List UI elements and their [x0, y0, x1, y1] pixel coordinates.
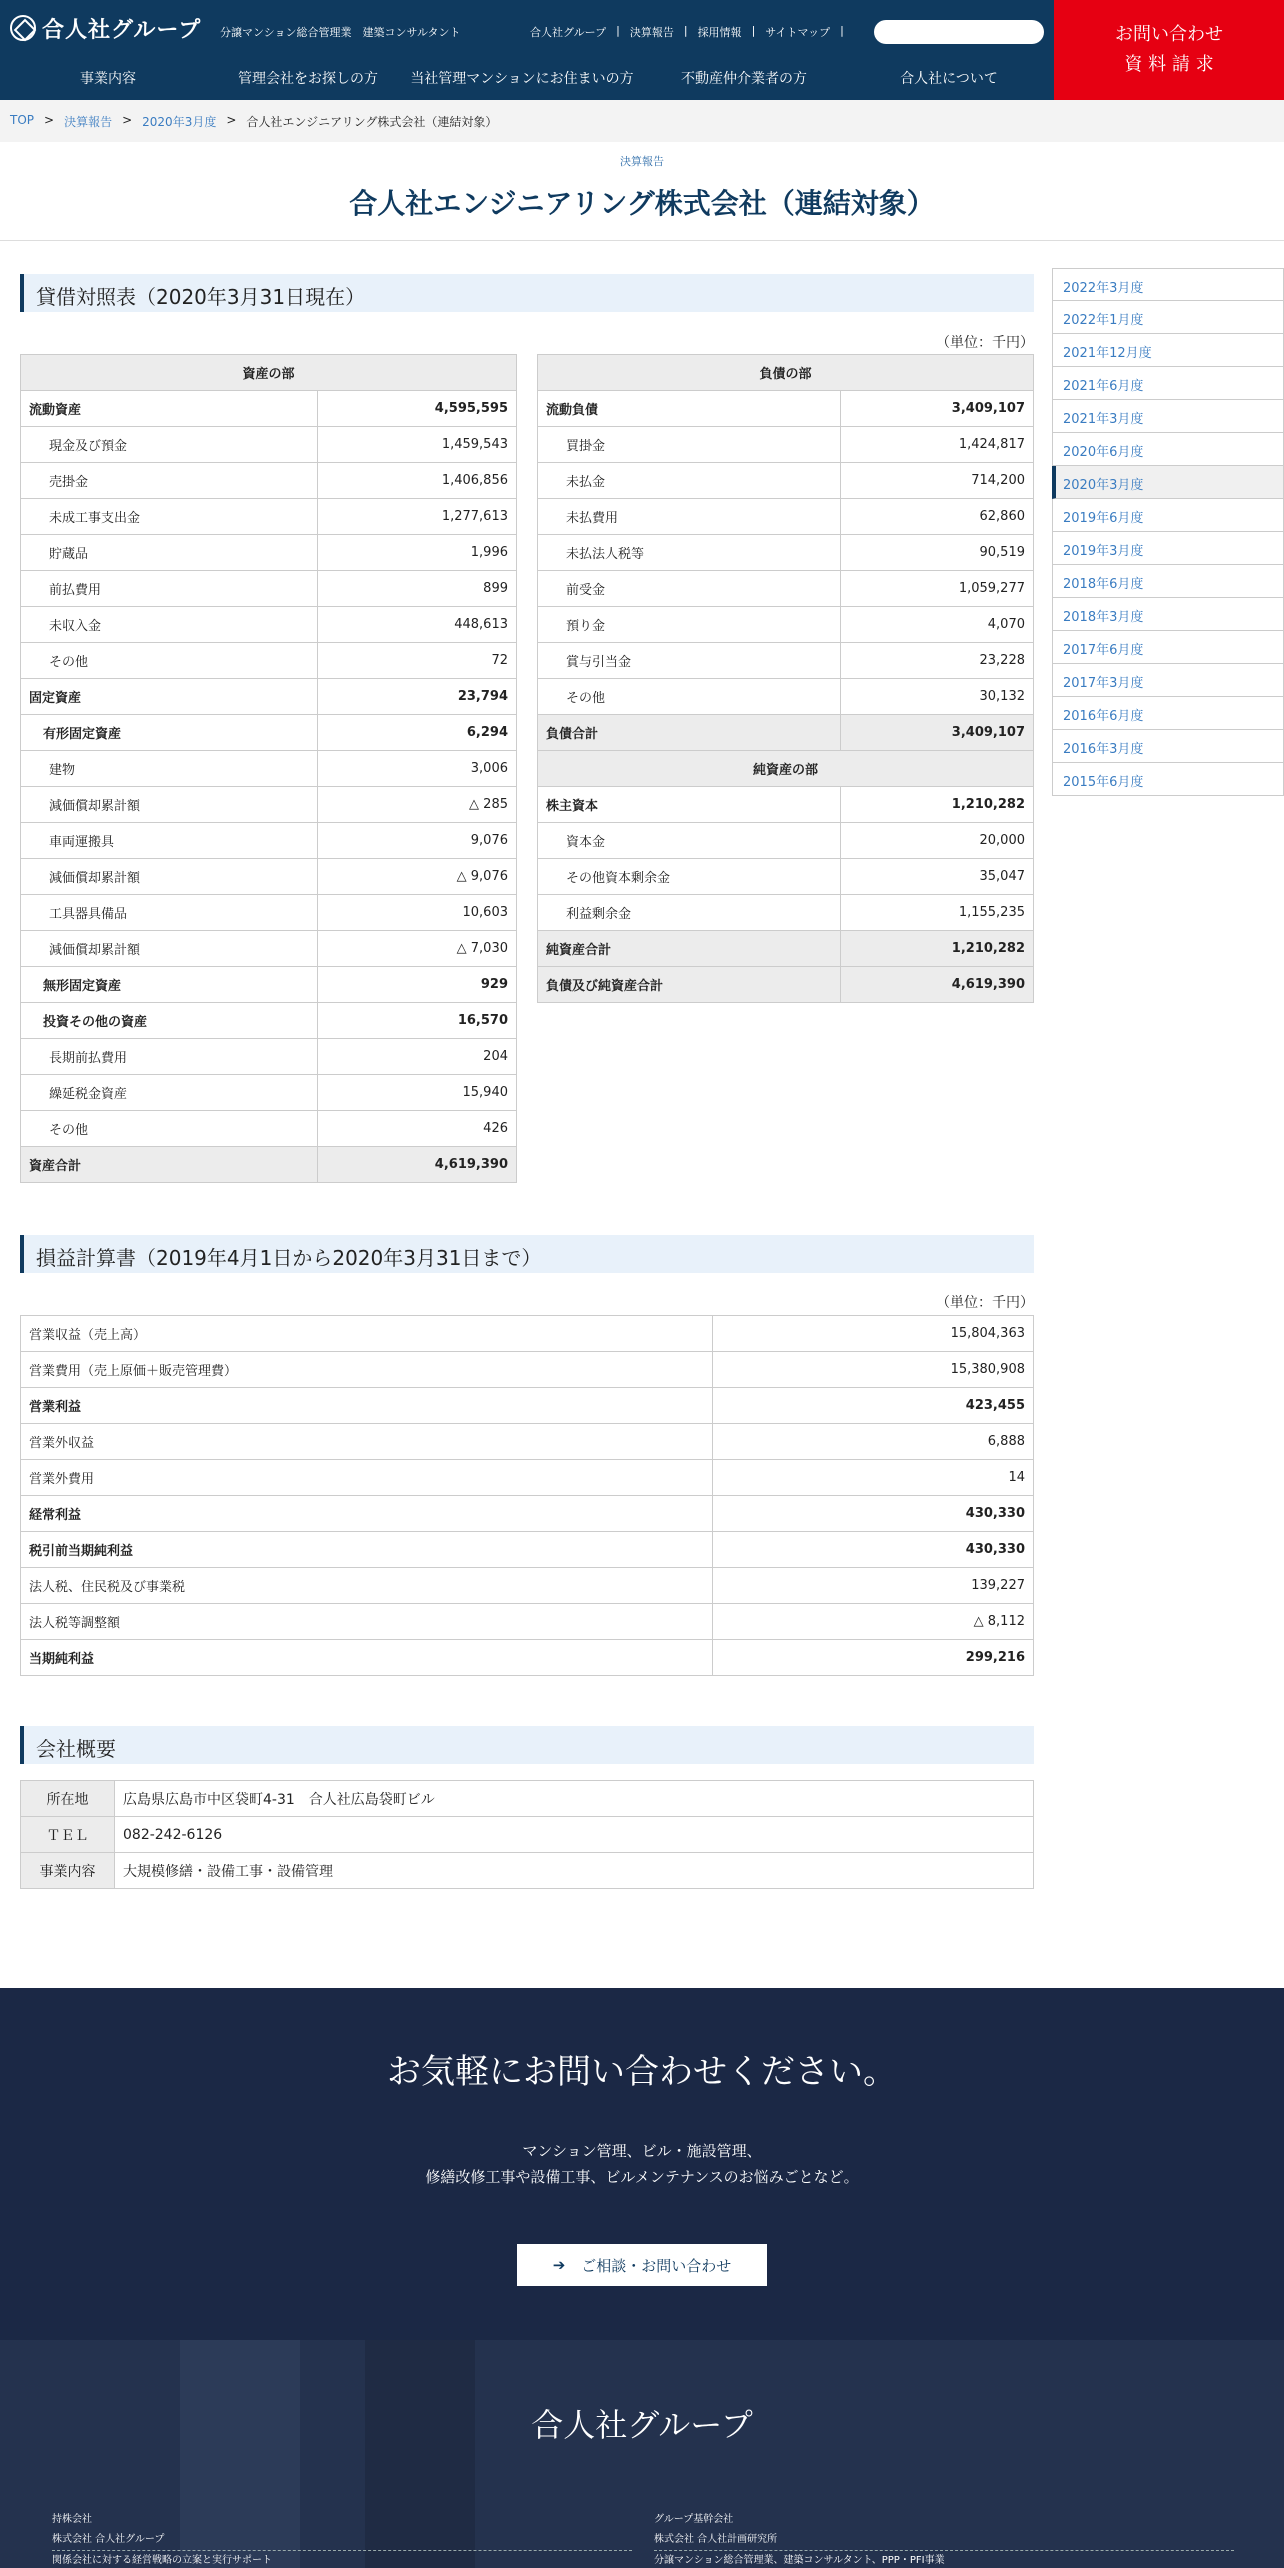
topnav-recruit[interactable]: 採用情報 [697, 26, 742, 39]
arrow-right-icon: ➔ [552, 2256, 566, 2274]
row-label: 法人税、住民税及び事業税 [21, 1568, 713, 1604]
period-sidebar [1052, 268, 1284, 796]
row-value: 430,330 [713, 1496, 1034, 1532]
row-label: 長期前払費用 [21, 1039, 318, 1075]
table-row [538, 679, 1034, 715]
sidebar-item-period[interactable]: 2021年12月度 [1052, 334, 1284, 367]
topnav-sitemap[interactable]: サイトマップ [765, 26, 831, 39]
table-row [21, 1532, 1034, 1568]
table-row [21, 607, 517, 643]
row-value: △ 8,112 [713, 1604, 1034, 1640]
company-value: 大規模修繕・設備工事・設備管理 [115, 1853, 1034, 1889]
breadcrumb: TOP > 決算報告 > 2020年3月度 > 合人社エンジニアリング株式会社（連結対象） [0, 100, 1284, 142]
row-label: 営業収益（売上高） [21, 1316, 713, 1352]
table-row [21, 715, 517, 751]
row-value: 448,613 [318, 607, 517, 643]
income-statement-table [20, 1315, 1034, 1676]
topnav-group[interactable]: 合人社グループ [530, 26, 607, 39]
sidebar-item-period[interactable]: 2019年3月度 [1052, 532, 1284, 565]
row-value: 4,619,390 [318, 1147, 517, 1183]
row-label: 買掛金 [538, 427, 841, 463]
table-row [21, 1853, 1034, 1889]
site-footer [0, 2340, 1284, 2568]
row-value: 30,132 [840, 679, 1034, 715]
row-label: 現金及び預金 [21, 427, 318, 463]
table-row [538, 823, 1034, 859]
table-row [538, 463, 1034, 499]
row-value: 15,804,363 [713, 1316, 1034, 1352]
row-label: その他 [21, 643, 318, 679]
row-label: 純資産合計 [538, 931, 841, 967]
sidebar-item-period[interactable]: 2017年3月度 [1052, 664, 1284, 697]
row-label: 法人税等調整額 [21, 1604, 713, 1640]
row-value: 6,888 [713, 1424, 1034, 1460]
row-value: 1,424,817 [840, 427, 1034, 463]
row-value: 90,519 [840, 535, 1034, 571]
footer-core: グループ基幹会社 株式会社 合人社計画研究所 分譲マンション総合管理業、建築コンサルタント、PPP・PFI事業 [654, 2510, 1234, 2568]
sidebar-item-period[interactable]: 2022年3月度 [1052, 268, 1284, 301]
row-value: 1,406,856 [318, 463, 517, 499]
row-label: 未払法人税等 [538, 535, 841, 571]
search-input[interactable] [874, 20, 1044, 44]
sidebar-item-period[interactable]: 2019年6月度 [1052, 499, 1284, 532]
row-label: 未成工事支出金 [21, 499, 318, 535]
table-row [21, 1640, 1034, 1676]
row-label: 流動負債 [538, 391, 841, 427]
table-row [21, 1388, 1034, 1424]
row-label: 減価償却累計額 [21, 859, 318, 895]
table-row [21, 391, 517, 427]
row-value: 6,294 [318, 715, 517, 751]
row-label: その他 [538, 679, 841, 715]
table-row [21, 1604, 1034, 1640]
crumb-financial[interactable]: 決算報告 [64, 115, 113, 129]
top-nav: 合人社グループ | 決算報告 | 採用情報 | サイトマップ | [530, 24, 844, 39]
sidebar-item-period[interactable]: 2018年6月度 [1052, 565, 1284, 598]
row-label: 前払費用 [21, 571, 318, 607]
table-row [538, 967, 1034, 1003]
table-row [21, 571, 517, 607]
table-row [21, 1568, 1034, 1604]
row-value: 1,210,282 [840, 787, 1034, 823]
table-row [538, 859, 1034, 895]
row-label: 経常利益 [21, 1496, 713, 1532]
row-value: 23,228 [840, 643, 1034, 679]
company-value: 082-242-6126 [115, 1817, 1034, 1853]
company-key: ＴＥＬ [21, 1817, 115, 1853]
income-statement-heading: 損益計算書（2019年4月1日から2020年3月31日まで） [20, 1235, 1034, 1273]
row-label: 未収入金 [21, 607, 318, 643]
sidebar-item-period[interactable]: 2016年3月度 [1052, 730, 1284, 763]
row-value: 23,794 [318, 679, 517, 715]
table-row [21, 1039, 517, 1075]
table-row [21, 895, 517, 931]
table-row [21, 679, 517, 715]
footer-heading: 合人社グループ [531, 2406, 753, 2444]
row-value: 204 [318, 1039, 517, 1075]
liabilities-table [537, 354, 1034, 1003]
topnav-financial[interactable]: 決算報告 [629, 26, 674, 39]
row-value: 426 [318, 1111, 517, 1147]
row-value: 9,076 [318, 823, 517, 859]
row-value: 35,047 [840, 859, 1034, 895]
row-label: その他資本剰余金 [538, 859, 841, 895]
sidebar-item-period[interactable]: 2018年3月度 [1052, 598, 1284, 631]
site-logo[interactable]: 合人社グループ [10, 12, 201, 44]
row-value: 1,459,543 [318, 427, 517, 463]
footer-core-link[interactable]: 株式会社 合人社計画研究所 [654, 2530, 1234, 2551]
row-value: 4,619,390 [840, 967, 1034, 1003]
table-row [538, 715, 1034, 751]
nav-realestate[interactable]: 不動産仲介業者の方 [681, 71, 807, 87]
table-row [21, 1424, 1034, 1460]
row-value: 3,409,107 [840, 391, 1034, 427]
main-nav [0, 64, 1054, 94]
table-row [21, 1111, 517, 1147]
row-label: 売掛金 [21, 463, 318, 499]
table-row [21, 1352, 1034, 1388]
contact-section [0, 1988, 1284, 2340]
row-value: △ 7,030 [318, 931, 517, 967]
row-label: 繰延税金資産 [21, 1075, 318, 1111]
row-label: 未払費用 [538, 499, 841, 535]
balance-sheet-heading: 貸借対照表（2020年3月31日現在） [20, 274, 1034, 312]
table-row [538, 571, 1034, 607]
table-row [21, 823, 517, 859]
nav-business[interactable]: 事業内容 [80, 71, 136, 87]
row-label: 無形固定資産 [21, 967, 318, 1003]
row-label: その他 [21, 1111, 318, 1147]
row-value: 929 [318, 967, 517, 1003]
row-label: 建物 [21, 751, 318, 787]
row-value: 3,006 [318, 751, 517, 787]
table-row [538, 607, 1034, 643]
row-value: 299,216 [713, 1640, 1034, 1676]
row-label: 賞与引当金 [538, 643, 841, 679]
row-value: 4,070 [840, 607, 1034, 643]
sidebar-item-period[interactable]: 2022年1月度 [1052, 301, 1284, 334]
table-row [21, 1003, 517, 1039]
row-label: 税引前当期純利益 [21, 1532, 713, 1568]
table-row [538, 931, 1034, 967]
row-label: 固定資産 [21, 679, 318, 715]
table-row [538, 787, 1034, 823]
table-row [538, 499, 1034, 535]
table-row [538, 535, 1034, 571]
contact-line2: 修繕改修工事や設備工事、ビルメンテナンスのお悩みごとなど。 [425, 2168, 859, 2186]
table-row [21, 967, 517, 1003]
row-label: 有形固定資産 [21, 715, 318, 751]
page-title: 合人社エンジニアリング株式会社（連結対象） [349, 187, 935, 220]
table-row [21, 787, 517, 823]
row-value: 15,380,908 [713, 1352, 1034, 1388]
row-value: 430,330 [713, 1532, 1034, 1568]
table-row [21, 1147, 517, 1183]
table-row [538, 391, 1034, 427]
table-row [538, 895, 1034, 931]
crumb-current: 合人社エンジニアリング株式会社（連結対象） [246, 115, 498, 129]
row-label: 前受金 [538, 571, 841, 607]
row-label: 営業外収益 [21, 1424, 713, 1460]
row-value: 20,000 [840, 823, 1034, 859]
row-value: 1,277,613 [318, 499, 517, 535]
table-row [21, 931, 517, 967]
assets-table [20, 354, 517, 1183]
sidebar-item-period[interactable]: 2021年6月度 [1052, 367, 1284, 400]
row-label: 資本金 [538, 823, 841, 859]
table-row [21, 1817, 1034, 1853]
bs-unit: （単位：千円） [936, 335, 1034, 351]
row-label: 株主資本 [538, 787, 841, 823]
row-label: 資産合計 [21, 1147, 318, 1183]
row-value: △ 285 [318, 787, 517, 823]
nav-residents[interactable]: 当社管理マンションにお住まいの方 [410, 71, 634, 87]
section-label: 決算報告 [620, 155, 664, 168]
row-value: 714,200 [840, 463, 1034, 499]
row-value: 62,860 [840, 499, 1034, 535]
table-row [21, 1496, 1034, 1532]
consult-button[interactable]: ➔ ご相談・お問い合わせ [517, 2244, 767, 2286]
logo-mark-icon [10, 15, 36, 41]
sidebar-item-period[interactable]: 2020年3月度 [1052, 466, 1284, 499]
table-row [21, 1316, 1034, 1352]
table-row [21, 463, 517, 499]
table-row [538, 427, 1034, 463]
contact-line1: マンション管理、ビル・施設管理、 [522, 2142, 762, 2160]
contact-request-button[interactable]: お問い合わせ 資 料 請 求 [1054, 0, 1284, 100]
company-value: 広島県広島市中区袋町4-31 合人社広島袋町ビル [115, 1781, 1034, 1817]
table-row [21, 499, 517, 535]
nav-about[interactable]: 合人社について [900, 71, 998, 87]
row-value: 10,603 [318, 895, 517, 931]
row-label: 負債合計 [538, 715, 841, 751]
row-value: 4,595,595 [318, 391, 517, 427]
table-row [21, 1460, 1034, 1496]
table-row [21, 859, 517, 895]
sidebar-item-period[interactable]: 2017年6月度 [1052, 631, 1284, 664]
table-row [21, 1781, 1034, 1817]
row-value: 1,996 [318, 535, 517, 571]
table-row [21, 1075, 517, 1111]
table-row [21, 751, 517, 787]
row-value: 14 [713, 1460, 1034, 1496]
company-heading: 会社概要 [20, 1726, 1034, 1764]
row-value: 72 [318, 643, 517, 679]
footer-holding-link[interactable]: 株式会社 合人社グループ [52, 2530, 632, 2551]
company-key: 事業内容 [21, 1853, 115, 1889]
crumb-period[interactable]: 2020年3月度 [142, 115, 217, 129]
nav-find-manager[interactable]: 管理会社をお探しの方 [238, 71, 378, 87]
row-value: 139,227 [713, 1568, 1034, 1604]
row-label: 営業利益 [21, 1388, 713, 1424]
tagline: 分譲マンション総合管理業 建築コンサルタント [220, 26, 461, 39]
row-value: 15,940 [318, 1075, 517, 1111]
equity-header: 純資産の部 [538, 751, 1034, 787]
company-key: 所在地 [21, 1781, 115, 1817]
row-value: 3,409,107 [840, 715, 1034, 751]
row-value: 1,059,277 [840, 571, 1034, 607]
row-value: 1,155,235 [840, 895, 1034, 931]
row-value: 423,455 [713, 1388, 1034, 1424]
row-label: 減価償却累計額 [21, 787, 318, 823]
table-row [21, 643, 517, 679]
row-label: 当期純利益 [21, 1640, 713, 1676]
row-label: 工具器具備品 [21, 895, 318, 931]
row-value: 899 [318, 571, 517, 607]
contact-heading: お気軽にお問い合わせください。 [387, 2052, 897, 2092]
divider [0, 240, 1284, 241]
crumb-top[interactable]: TOP [10, 113, 35, 127]
row-label: 投資その他の資産 [21, 1003, 318, 1039]
assets-header: 資産の部 [21, 355, 517, 391]
row-label: 流動資産 [21, 391, 318, 427]
company-table [20, 1780, 1034, 1889]
table-row [538, 643, 1034, 679]
sidebar-item-period[interactable]: 2021年3月度 [1052, 400, 1284, 433]
row-label: 貯蔵品 [21, 535, 318, 571]
sidebar-item-period[interactable]: 2015年6月度 [1052, 763, 1284, 796]
row-label: 負債及び純資産合計 [538, 967, 841, 1003]
row-label: 営業外費用 [21, 1460, 713, 1496]
row-label: 営業費用（売上原価＋販売管理費） [21, 1352, 713, 1388]
row-label: 預り金 [538, 607, 841, 643]
row-value: △ 9,076 [318, 859, 517, 895]
row-label: 未払金 [538, 463, 841, 499]
row-label: 利益剰余金 [538, 895, 841, 931]
table-row [21, 427, 517, 463]
row-label: 減価償却累計額 [21, 931, 318, 967]
pl-unit: （単位：千円） [936, 1295, 1034, 1311]
footer-holding: 持株会社 株式会社 合人社グループ 関係会社に対する経営戦略の立案と実行サポート [52, 2510, 632, 2568]
row-value: 1,210,282 [840, 931, 1034, 967]
sidebar-item-period[interactable]: 2020年6月度 [1052, 433, 1284, 466]
liabilities-header: 負債の部 [538, 355, 1034, 391]
table-row [21, 535, 517, 571]
row-value: 16,570 [318, 1003, 517, 1039]
row-label: 車両運搬具 [21, 823, 318, 859]
sidebar-item-period[interactable]: 2016年6月度 [1052, 697, 1284, 730]
